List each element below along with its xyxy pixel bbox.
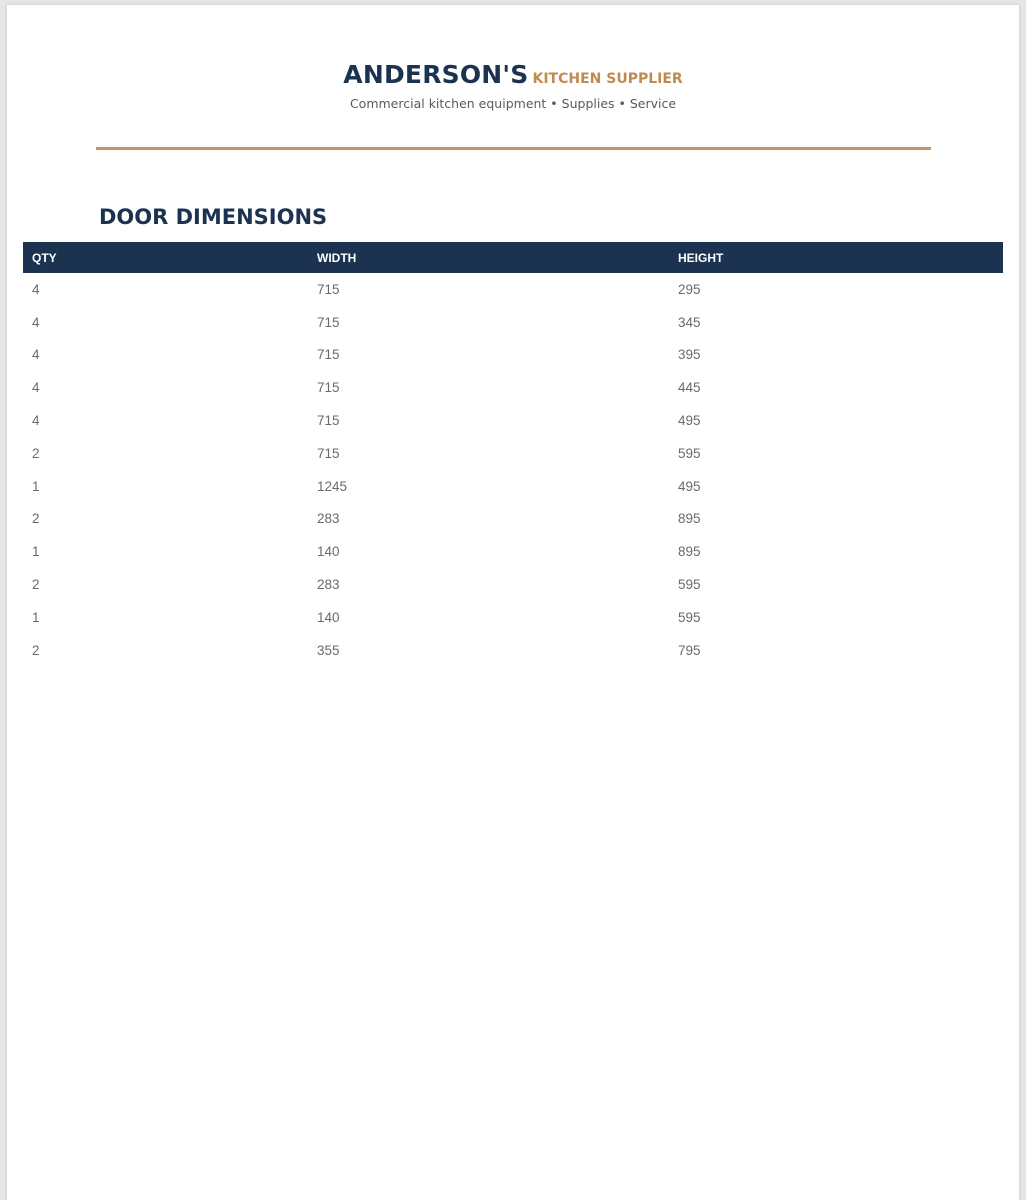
cell-width: 1245 (317, 478, 348, 494)
cell-width: 140 (317, 544, 340, 560)
cell-height: 495 (678, 413, 701, 429)
table-row (23, 371, 1003, 404)
cell-qty: 4 (32, 281, 40, 297)
table-row (23, 634, 1003, 667)
table-row (23, 404, 1003, 437)
brand-subtitle: KITCHEN SUPPLIER (532, 71, 683, 87)
door-dimensions-table (23, 242, 1003, 667)
cell-height: 295 (678, 281, 701, 297)
cell-width: 715 (317, 380, 340, 396)
cell-qty: 1 (32, 478, 40, 494)
cell-width: 715 (317, 281, 340, 297)
cell-height: 595 (678, 577, 701, 593)
tagline: Commercial kitchen equipment • Supplies • Service (349, 96, 677, 111)
document-page (7, 5, 1019, 1200)
cell-height: 595 (678, 445, 701, 461)
table-row (23, 339, 1003, 372)
table-body (23, 273, 1003, 667)
cell-height: 495 (678, 478, 701, 494)
header-height: HEIGHT (669, 242, 1003, 273)
header-width: WIDTH (308, 242, 669, 273)
table-row (23, 306, 1003, 339)
table-row (23, 535, 1003, 568)
table-row (23, 437, 1003, 470)
cell-width: 355 (317, 642, 340, 658)
cell-width: 715 (317, 347, 340, 363)
table-row (23, 568, 1003, 601)
cell-qty: 2 (32, 577, 40, 593)
cell-qty: 4 (32, 347, 40, 363)
cell-width: 715 (317, 314, 340, 330)
cell-height: 345 (678, 314, 701, 330)
header-divider (96, 147, 931, 150)
header-qty: QTY (23, 242, 308, 273)
table-header-row (23, 242, 1003, 273)
cell-height: 395 (678, 347, 701, 363)
brand-name: ANDERSON'S (343, 60, 529, 89)
cell-width: 715 (317, 445, 340, 461)
table-row (23, 470, 1003, 503)
section-title: DOOR DIMENSIONS (99, 205, 328, 229)
cell-width: 715 (317, 413, 340, 429)
brand-logo (7, 60, 1019, 89)
cell-qty: 1 (32, 544, 40, 560)
cell-height: 795 (678, 642, 701, 658)
cell-height: 595 (678, 609, 701, 625)
cell-qty: 2 (32, 511, 40, 527)
cell-qty: 2 (32, 642, 40, 658)
table-row (23, 601, 1003, 634)
cell-height: 895 (678, 544, 701, 560)
cell-height: 895 (678, 511, 701, 527)
cell-height: 445 (678, 380, 701, 396)
cell-qty: 2 (32, 445, 40, 461)
cell-width: 283 (317, 577, 340, 593)
cell-width: 283 (317, 511, 340, 527)
cell-qty: 4 (32, 314, 40, 330)
table-row (23, 273, 1003, 306)
cell-qty: 1 (32, 609, 40, 625)
table-row (23, 503, 1003, 536)
cell-qty: 4 (32, 413, 40, 429)
cell-width: 140 (317, 609, 340, 625)
cell-qty: 4 (32, 380, 40, 396)
